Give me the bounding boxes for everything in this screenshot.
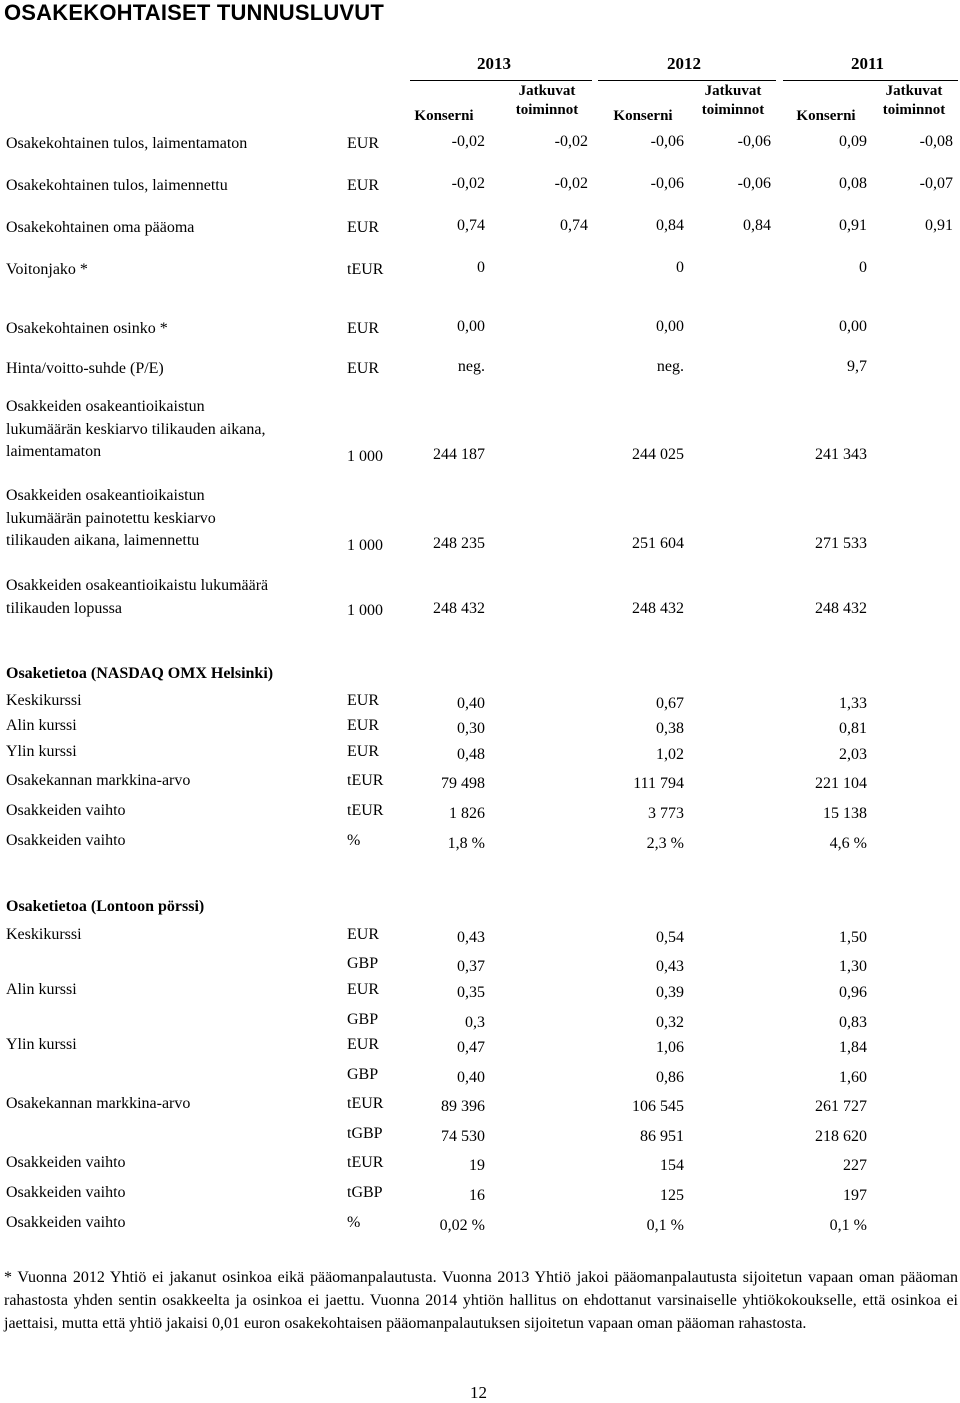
value-cell: 241 343 — [815, 446, 867, 463]
value-cell: 0,1 % — [646, 1217, 684, 1234]
row-unit: tEUR — [347, 802, 384, 819]
value-cell: 271 533 — [815, 535, 867, 552]
row-label: Osakkeiden vaihto — [6, 1184, 126, 1201]
value-cell: 0 — [477, 259, 485, 276]
value-cell: 0,02 % — [439, 1217, 485, 1234]
row-unit: tEUR — [347, 772, 384, 789]
value-cell: 0,3 — [465, 1014, 485, 1031]
value-cell: 0 — [676, 259, 684, 276]
value-cell: 15 138 — [823, 805, 867, 822]
year-divider-2012 — [598, 80, 776, 81]
value-cell: 0,38 — [656, 720, 684, 737]
value-cell: 1,33 — [839, 695, 867, 712]
value-cell: 0,37 — [457, 958, 485, 975]
col-jatkuvat-2013: Jatkuvat toiminnot — [515, 83, 579, 118]
value-cell: 0,81 — [839, 720, 867, 737]
value-cell: 1,8 % — [447, 835, 485, 852]
value-cell: 1 826 — [449, 805, 485, 822]
value-cell: 1,02 — [656, 746, 684, 763]
row-label: Keskikurssi — [6, 692, 82, 709]
row-label: Osakkeiden osakeantioikaistu lukumäärä tilikauden lopussa — [6, 577, 269, 617]
value-cell: 106 545 — [632, 1098, 684, 1115]
row-unit: EUR — [347, 743, 379, 760]
row-unit: tEUR — [347, 1154, 384, 1171]
value-cell: 0 — [859, 259, 867, 276]
col-konserni-2012: Konserni — [613, 108, 673, 124]
value-cell: 111 794 — [633, 775, 684, 792]
value-cell: 244 187 — [433, 446, 485, 463]
value-cell: 0,00 — [457, 318, 485, 335]
value-cell: 0,83 — [839, 1014, 867, 1031]
year-2013: 2013 — [477, 54, 511, 73]
value-cell: 0,00 — [839, 318, 867, 335]
value-cell: 0,67 — [656, 695, 684, 712]
value-cell: 0,43 — [457, 929, 485, 946]
value-cell: 0,39 — [656, 984, 684, 1001]
value-cell: 79 498 — [441, 775, 485, 792]
value-cell: 0,84 — [656, 217, 684, 234]
value-cell: 0,40 — [457, 1069, 485, 1086]
value-cell: 16 — [469, 1187, 485, 1204]
value-cell: 0,84 — [743, 217, 771, 234]
row-unit: GBP — [347, 1011, 379, 1028]
value-cell: 0,96 — [839, 984, 867, 1001]
page-title: OSAKEKOHTAISET TUNNUSLUVUT — [4, 0, 385, 25]
row-unit: EUR — [347, 1036, 379, 1053]
col-konserni-2011: Konserni — [796, 108, 856, 124]
value-cell: 0,91 — [839, 217, 867, 234]
value-cell: neg. — [457, 358, 485, 375]
value-cell: 251 604 — [632, 535, 684, 552]
col-jatkuvat-2012: Jatkuvat toiminnot — [701, 83, 765, 118]
value-cell: 0,54 — [656, 929, 684, 946]
row-label: Osakekannan markkina-arvo — [6, 1095, 191, 1112]
section-title: Osaketietoa (Lontoon pörssi) — [6, 898, 205, 915]
value-cell: 248 432 — [433, 600, 485, 617]
row-unit: EUR — [347, 981, 379, 998]
value-cell: 86 951 — [640, 1128, 684, 1145]
value-cell: 0,40 — [457, 695, 485, 712]
value-cell: -0,02 — [554, 133, 588, 150]
value-cell: 261 727 — [815, 1098, 867, 1115]
value-cell: 0,43 — [656, 958, 684, 975]
value-cell: 0,32 — [656, 1014, 684, 1031]
value-cell: 0,08 — [839, 175, 867, 192]
row-unit: % — [347, 832, 361, 849]
row-label: Osakkeiden vaihto — [6, 1154, 126, 1171]
section-title: Osaketietoa (NASDAQ OMX Helsinki) — [6, 665, 274, 682]
value-cell: 19 — [469, 1157, 485, 1174]
row-unit: 1 000 — [347, 448, 383, 465]
value-cell: -0,08 — [919, 133, 953, 150]
row-label: Alin kurssi — [6, 981, 77, 998]
row-unit: 1 000 — [347, 602, 383, 619]
row-unit: EUR — [347, 135, 379, 152]
value-cell: 4,6 % — [829, 835, 867, 852]
value-cell: 0,09 — [839, 133, 867, 150]
value-cell: 0,91 — [925, 217, 953, 234]
year-divider-2011 — [783, 80, 958, 81]
row-unit: GBP — [347, 955, 379, 972]
year-2012: 2012 — [667, 54, 701, 73]
value-cell: -0,02 — [554, 175, 588, 192]
year-2011: 2011 — [851, 54, 885, 73]
value-cell: neg. — [656, 358, 684, 375]
row-label: Alin kurssi — [6, 717, 77, 734]
row-label: Osakkeiden vaihto — [6, 1214, 126, 1231]
value-cell: 248 432 — [815, 600, 867, 617]
value-cell: 3 773 — [648, 805, 684, 822]
value-cell: 227 — [843, 1157, 867, 1174]
row-label: Ylin kurssi — [6, 743, 77, 760]
row-label: Osakkeiden osakeantioikaistun lukumäärän painotettu keskiarvo tilikauden aikana, laimennettu — [6, 487, 216, 549]
value-cell: 154 — [660, 1157, 684, 1174]
row-unit: EUR — [347, 320, 379, 337]
value-cell: 125 — [660, 1187, 684, 1204]
value-cell: 0,48 — [457, 746, 485, 763]
value-cell: 2,3 % — [646, 835, 684, 852]
value-cell: 0,74 — [560, 217, 588, 234]
row-label: Keskikurssi — [6, 926, 82, 943]
value-cell: 0,86 — [656, 1069, 684, 1086]
value-cell: 1,60 — [839, 1069, 867, 1086]
year-divider-2013 — [410, 80, 592, 81]
value-cell: -0,02 — [451, 133, 485, 150]
row-label: Ylin kurssi — [6, 1036, 77, 1053]
row-unit: 1 000 — [347, 537, 383, 554]
footnote: * Vuonna 2012 Yhtiö ei jakanut osinkoa eikä pääomanpalautusta. Vuonna 2013 Yhtiö jakoi pääomanpalautusta sijoitetun vapaan oman pääoman rahastosta yhden sentin osakkeelta ja osinkoa ei jaettu. Vuonna 2014 yhtiön hallitus on ehdottanut varsinaiselle yhtiökokoukselle, että osinkoa ei jaettaisi, mutta että yhtiö jakaisi 0,01 euron osakekohtaisen pääomanpalautuksen sijoitetun vapaan oman pääoman rahastosta. — [4, 1269, 958, 1332]
row-unit: tEUR — [347, 1095, 384, 1112]
value-cell: 9,7 — [847, 358, 867, 375]
value-cell: 2,03 — [839, 746, 867, 763]
row-label: Osakkeiden vaihto — [6, 832, 126, 849]
value-cell: 1,50 — [839, 929, 867, 946]
row-label: Osakekannan markkina-arvo — [6, 772, 191, 789]
value-cell: 0,1 % — [829, 1217, 867, 1234]
row-unit: EUR — [347, 717, 379, 734]
value-cell: 221 104 — [815, 775, 867, 792]
value-cell: 1,06 — [656, 1039, 684, 1056]
value-cell: 197 — [843, 1187, 867, 1204]
row-label: Osakkeiden vaihto — [6, 802, 126, 819]
value-cell: -0,07 — [919, 175, 953, 192]
value-cell: -0,02 — [451, 175, 485, 192]
row-unit: tEUR — [347, 261, 384, 278]
row-unit: GBP — [347, 1066, 379, 1083]
row-unit: tGBP — [347, 1184, 383, 1201]
row-unit: tGBP — [347, 1125, 383, 1142]
value-cell: -0,06 — [737, 133, 771, 150]
value-cell: 0,35 — [457, 984, 485, 1001]
row-unit: % — [347, 1214, 361, 1231]
value-cell: 74 530 — [441, 1128, 485, 1145]
value-cell: -0,06 — [650, 133, 684, 150]
row-unit: EUR — [347, 177, 379, 194]
value-cell: 0,74 — [457, 217, 485, 234]
row-label: Osakekohtainen tulos, laimentamaton — [6, 135, 248, 152]
value-cell: 248 432 — [632, 600, 684, 617]
value-cell: 218 620 — [815, 1128, 867, 1145]
value-cell: -0,06 — [650, 175, 684, 192]
row-label: Osakekohtainen oma pääoma — [6, 219, 195, 236]
row-label: Hinta/voitto-suhde (P/E) — [6, 360, 164, 377]
value-cell: 0,30 — [457, 720, 485, 737]
value-cell: 89 396 — [441, 1098, 485, 1115]
value-cell: -0,06 — [737, 175, 771, 192]
value-cell: 0,00 — [656, 318, 684, 335]
row-unit: EUR — [347, 926, 379, 943]
row-label: Osakekohtainen osinko * — [6, 320, 168, 337]
col-jatkuvat-2011: Jatkuvat toiminnot — [882, 83, 946, 118]
row-label: Osakkeiden osakeantioikaistun lukumäärän keskiarvo tilikauden aikana, laimentamaton — [6, 398, 266, 460]
page-number: 12 — [470, 1383, 487, 1402]
row-unit: EUR — [347, 692, 379, 709]
row-unit: EUR — [347, 219, 379, 236]
value-cell: 1,84 — [839, 1039, 867, 1056]
value-cell: 0,47 — [457, 1039, 485, 1056]
value-cell: 1,30 — [839, 958, 867, 975]
row-label: Osakekohtainen tulos, laimennettu — [6, 177, 228, 194]
col-konserni-2013: Konserni — [414, 108, 474, 124]
row-label: Voitonjako * — [6, 261, 88, 278]
value-cell: 244 025 — [632, 446, 684, 463]
value-cell: 248 235 — [433, 535, 485, 552]
row-unit: EUR — [347, 360, 379, 377]
